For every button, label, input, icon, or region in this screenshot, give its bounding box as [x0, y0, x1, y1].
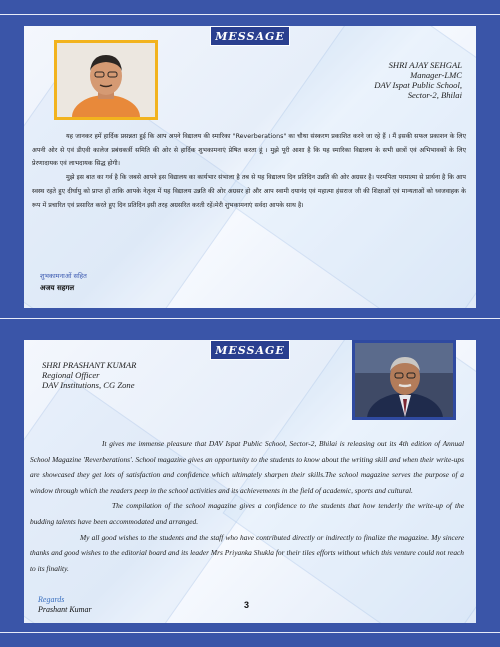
message-card-manager [24, 26, 476, 308]
message-paragraph: The compilation of the school magazine gives a confidence to the students that how tenderly the write-up of the budding talents have been accommodated and arranged. [30, 501, 464, 526]
signatory-org: DAV Ispat Public School, [374, 80, 462, 90]
signatory-org: DAV Institutions, CG Zone [42, 380, 135, 390]
hindi-message-body [32, 130, 466, 212]
regional-officer-signatory-block [42, 360, 136, 390]
manager-portrait-photo [54, 40, 158, 120]
portrait-photo-icon [355, 343, 453, 417]
message-heading: MESSAGE [210, 26, 290, 46]
closing-greeting: शुभकामनाओं सहित [40, 272, 87, 280]
message-card-regional-officer [24, 340, 476, 623]
message-paragraph: It gives me immense pleasure that DAV Ispat Public School, Sector-2, Bhilai is releasing out its 4th edition of Annual School Magazine 'Reverberations'. School magazine gives an opportunity to the students to know about the writing skill and when their write-ups are showcased they get lots of satisfaction and confidence which ultimately sharpen their skills.The school magazine serves the purpose of a window through which the readers peep in the school activities and its achievements in the field of academic, sports and cultural. [30, 439, 464, 495]
middle-border-line [0, 318, 500, 319]
signatory-name: SHRI AJAY SEHGAL [388, 60, 462, 70]
message-paragraph: My all good wishes to the students and the staff who have contributed directly or indirectly to finalize the magazine. My sincere thanks and good wishes to the editorial board and its leader Mrs Priyanka Shukla for their tiles efforts without which this venture could not reach to its finality. [30, 532, 464, 573]
signatory-location: Sector-2, Bhilai [407, 90, 462, 100]
signatory-name: SHRI PRASHANT KUMAR [42, 360, 137, 370]
english-message-body [30, 436, 464, 576]
message-heading: MESSAGE [210, 340, 290, 360]
closing-greeting: Regards [38, 595, 65, 604]
top-border-line [0, 14, 500, 15]
closing-block [38, 595, 92, 615]
signatory-role: Manager-LMC [410, 70, 462, 80]
closing-name: अजय सहगल [40, 284, 75, 292]
signatory-role: Regional Officer [42, 370, 100, 380]
closing-name: Prashant Kumar [38, 605, 92, 614]
bottom-border-line [0, 632, 500, 633]
regional-officer-portrait-photo [352, 340, 456, 420]
message-paragraph: यह जानकर हमें हार्दिक प्रसन्नता हुई कि आप अपने विद्यालय की स्मारिका "Reverberations" का चौथा संस्करण प्रकाशित करने जा रहे हैं । मैं इसकी सफल प्रकाशन के लिए अपनी ओर से एवं डीएवी कालेज प्रबंधकर्त्री समिति की ओर से हार्दिक शुभकामनाएं प्रेषित करता हूं । मुझे पूरी आशा है कि यह स्मारिका विद्यालय के सभी छात्रों एवं अभिभावकों के लिए प्रेरणादायक एवं लाभदायक सिद्ध होगी। [32, 133, 466, 168]
message-paragraph: मुझे इस बात का गर्व है कि जबसे आपने इस विद्यालय का कार्यभार संभाला है तब से यह विद्यालय दिन प्रतिदिन उन्नति की ओर अग्रसर है। परमपिता परमात्मा से प्रार्थना है कि आप स्वस्थ रहते हुए दीर्घायु को प्राप्त हों ताकि आपके नेतृत्व में यह विद्यालय उन्नति की ओर अग्रसर हो और आप स्वामी दयानंद एवं महात्मा हंसराज जी की शिक्षाओं एवं मान्यताओं को ध्वजवाहक के रूप में प्रचारित एवं प्रसारित करते हुए दिन प्रतिदिन इसी तरह अग्रसरित करती रहें।मेरी शुभकामनाएं सर्वदा आपके साथ है। [32, 174, 466, 209]
portrait-photo-icon [57, 43, 155, 117]
closing-block [40, 270, 87, 294]
manager-signatory-block [374, 60, 462, 100]
page-number: 3 [244, 600, 250, 610]
